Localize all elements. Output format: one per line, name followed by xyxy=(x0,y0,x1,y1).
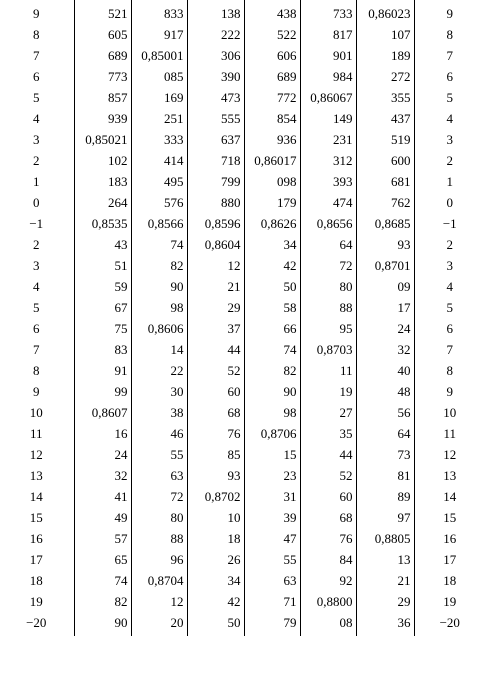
value-cell: 762 xyxy=(356,192,414,213)
row-key-cell-right: 3 xyxy=(414,129,486,150)
value-cell: 52 xyxy=(187,360,244,381)
value-cell: 31 xyxy=(244,486,300,507)
table-row xyxy=(0,171,486,192)
row-key-cell-right: 18 xyxy=(414,570,486,591)
value-cell: 41 xyxy=(74,486,131,507)
value-cell: 85 xyxy=(187,444,244,465)
value-cell: 74 xyxy=(74,570,131,591)
value-cell: 51 xyxy=(74,255,131,276)
row-key-cell: 11 xyxy=(29,426,43,441)
value-cell: 0,8596 xyxy=(187,213,244,234)
table-row xyxy=(0,192,486,213)
value-cell: 13 xyxy=(356,549,414,570)
value-cell: 880 xyxy=(187,192,244,213)
value-cell: 76 xyxy=(187,423,244,444)
row-key-cell: −20 xyxy=(26,615,47,630)
value-cell: 312 xyxy=(300,150,356,171)
value-cell: 0,8607 xyxy=(74,402,131,423)
value-cell: 96 xyxy=(131,549,187,570)
value-cell: 15 xyxy=(244,444,300,465)
row-key-cell-right: 9 xyxy=(414,0,486,24)
value-cell: 14 xyxy=(131,339,187,360)
row-key-cell: 10 xyxy=(29,405,43,420)
row-key-cell-right: 2 xyxy=(414,150,486,171)
row-key-cell-right: −1 xyxy=(414,213,486,234)
value-cell: 48 xyxy=(356,381,414,402)
value-cell: 68 xyxy=(300,507,356,528)
value-cell: 0,8566 xyxy=(131,213,187,234)
value-cell: 0,8604 xyxy=(187,234,244,255)
table-row xyxy=(0,402,486,423)
value-cell: 24 xyxy=(356,318,414,339)
value-cell: 0,8800 xyxy=(300,591,356,612)
row-key-cell: 3 xyxy=(33,132,40,147)
value-cell: 66 xyxy=(244,318,300,339)
row-key-cell: 7 xyxy=(33,48,40,63)
value-cell: 390 xyxy=(187,66,244,87)
value-cell: 0,8656 xyxy=(300,213,356,234)
row-key-cell-right: 19 xyxy=(414,591,486,612)
row-key-cell-right: 12 xyxy=(414,444,486,465)
value-cell: 20 xyxy=(131,612,187,636)
table-row xyxy=(0,45,486,66)
value-cell: 50 xyxy=(187,612,244,636)
value-cell: 60 xyxy=(300,486,356,507)
value-cell: 40 xyxy=(356,360,414,381)
value-cell: 689 xyxy=(244,66,300,87)
table-row xyxy=(0,444,486,465)
value-cell: 90 xyxy=(131,276,187,297)
value-cell: 18 xyxy=(187,528,244,549)
value-cell: 857 xyxy=(74,87,131,108)
table-row xyxy=(0,339,486,360)
value-cell: 23 xyxy=(244,465,300,486)
value-cell: 17 xyxy=(356,297,414,318)
value-cell: 55 xyxy=(244,549,300,570)
value-cell: 0,8606 xyxy=(131,318,187,339)
value-cell: 56 xyxy=(356,402,414,423)
value-cell: 71 xyxy=(244,591,300,612)
table-row xyxy=(0,234,486,255)
value-cell: 72 xyxy=(300,255,356,276)
value-cell: 231 xyxy=(300,129,356,150)
value-cell: 098 xyxy=(244,171,300,192)
value-cell: 0,8701 xyxy=(356,255,414,276)
value-cell: 555 xyxy=(187,108,244,129)
value-cell: 393 xyxy=(300,171,356,192)
value-cell: 21 xyxy=(187,276,244,297)
value-cell: 0,86017 xyxy=(244,150,300,171)
value-cell: 799 xyxy=(187,171,244,192)
value-cell: 98 xyxy=(131,297,187,318)
row-key-cell-right: 6 xyxy=(414,66,486,87)
value-cell: 414 xyxy=(131,150,187,171)
row-key-cell-right: 5 xyxy=(414,297,486,318)
value-cell: 08 xyxy=(300,612,356,636)
value-cell: 43 xyxy=(74,234,131,255)
row-key-cell: 8 xyxy=(33,27,40,42)
value-cell: 46 xyxy=(131,423,187,444)
row-key-cell-right: 7 xyxy=(414,45,486,66)
value-cell: 27 xyxy=(300,402,356,423)
value-cell: 74 xyxy=(244,339,300,360)
value-cell: 99 xyxy=(74,381,131,402)
value-cell: 19 xyxy=(300,381,356,402)
row-key-cell-right: 7 xyxy=(414,339,486,360)
value-cell: 519 xyxy=(356,129,414,150)
row-key-cell-right: 1 xyxy=(414,171,486,192)
value-cell: 355 xyxy=(356,87,414,108)
value-cell: 939 xyxy=(74,108,131,129)
row-key-cell-right: 0 xyxy=(414,192,486,213)
value-cell: 0,86023 xyxy=(356,0,414,24)
table-row xyxy=(0,360,486,381)
value-cell: 936 xyxy=(244,129,300,150)
value-cell: 50 xyxy=(244,276,300,297)
row-key-cell-right: 9 xyxy=(414,381,486,402)
value-cell: 102 xyxy=(74,150,131,171)
table-row xyxy=(0,423,486,444)
value-cell: 473 xyxy=(187,87,244,108)
value-cell: 47 xyxy=(244,528,300,549)
row-key-cell-right: 14 xyxy=(414,486,486,507)
value-cell: 89 xyxy=(356,486,414,507)
row-key-cell-right: 10 xyxy=(414,402,486,423)
value-cell: 74 xyxy=(131,234,187,255)
value-cell: 44 xyxy=(187,339,244,360)
value-cell: 30 xyxy=(131,381,187,402)
value-cell: 29 xyxy=(356,591,414,612)
value-cell: 73 xyxy=(356,444,414,465)
value-cell: 917 xyxy=(131,24,187,45)
row-key-cell: 8 xyxy=(33,363,40,378)
value-cell: 88 xyxy=(300,297,356,318)
value-cell: 82 xyxy=(131,255,187,276)
value-cell: 83 xyxy=(74,339,131,360)
row-key-cell-right: 8 xyxy=(414,24,486,45)
value-cell: 576 xyxy=(131,192,187,213)
value-cell: 09 xyxy=(356,276,414,297)
value-cell: 984 xyxy=(300,66,356,87)
row-key-cell: 5 xyxy=(33,90,40,105)
value-cell: 606 xyxy=(244,45,300,66)
row-key-cell: 3 xyxy=(33,258,40,273)
row-key-cell: −1 xyxy=(29,216,44,231)
value-cell: 97 xyxy=(356,507,414,528)
value-cell: 57 xyxy=(74,528,131,549)
value-cell: 34 xyxy=(187,570,244,591)
row-key-cell: 14 xyxy=(29,489,43,504)
row-key-cell: 13 xyxy=(29,468,43,483)
value-cell: 64 xyxy=(356,423,414,444)
row-key-cell: 6 xyxy=(33,69,40,84)
value-cell: 0,86067 xyxy=(300,87,356,108)
value-cell: 52 xyxy=(300,465,356,486)
value-cell: 0,8702 xyxy=(187,486,244,507)
value-cell: 12 xyxy=(131,591,187,612)
value-cell: 64 xyxy=(300,234,356,255)
value-cell: 600 xyxy=(356,150,414,171)
value-cell: 49 xyxy=(74,507,131,528)
row-key-cell-right: 8 xyxy=(414,360,486,381)
row-key-cell: 4 xyxy=(33,111,40,126)
value-cell: 29 xyxy=(187,297,244,318)
value-cell: 36 xyxy=(356,612,414,636)
row-key-cell: 2 xyxy=(33,237,40,252)
value-cell: 689 xyxy=(74,45,131,66)
value-cell: 901 xyxy=(300,45,356,66)
row-key-cell: 1 xyxy=(33,174,40,189)
table-row xyxy=(0,0,486,24)
value-cell: 474 xyxy=(300,192,356,213)
value-cell: 085 xyxy=(131,66,187,87)
value-cell: 44 xyxy=(300,444,356,465)
value-cell: 32 xyxy=(356,339,414,360)
table-row xyxy=(0,381,486,402)
row-key-cell-right: 6 xyxy=(414,318,486,339)
table-row xyxy=(0,24,486,45)
table-row xyxy=(0,108,486,129)
value-cell: 264 xyxy=(74,192,131,213)
value-cell: 306 xyxy=(187,45,244,66)
value-cell: 718 xyxy=(187,150,244,171)
value-cell: 637 xyxy=(187,129,244,150)
value-cell: 854 xyxy=(244,108,300,129)
value-cell: 35 xyxy=(300,423,356,444)
value-cell: 22 xyxy=(131,360,187,381)
value-cell: 0,85001 xyxy=(131,45,187,66)
value-cell: 55 xyxy=(131,444,187,465)
value-cell: 495 xyxy=(131,171,187,192)
value-cell: 0,85021 xyxy=(74,129,131,150)
value-cell: 75 xyxy=(74,318,131,339)
value-cell: 93 xyxy=(187,465,244,486)
row-key-cell: 19 xyxy=(29,594,43,609)
value-cell: 93 xyxy=(356,234,414,255)
table-row xyxy=(0,549,486,570)
table-row xyxy=(0,276,486,297)
value-cell: 222 xyxy=(187,24,244,45)
value-cell: 521 xyxy=(74,0,131,24)
value-cell: 0,8685 xyxy=(356,213,414,234)
value-cell: 26 xyxy=(187,549,244,570)
value-cell: 179 xyxy=(244,192,300,213)
value-cell: 333 xyxy=(131,129,187,150)
value-cell: 21 xyxy=(356,570,414,591)
row-key-cell: 9 xyxy=(33,384,40,399)
row-key-cell: 0 xyxy=(33,195,40,210)
row-key-cell: 2 xyxy=(33,153,40,168)
table-row xyxy=(0,129,486,150)
row-key-cell-right: 5 xyxy=(414,87,486,108)
value-cell: 107 xyxy=(356,24,414,45)
row-key-cell-right: 17 xyxy=(414,549,486,570)
value-cell: 84 xyxy=(300,549,356,570)
value-cell: 59 xyxy=(74,276,131,297)
value-cell: 0,8703 xyxy=(300,339,356,360)
value-cell: 76 xyxy=(300,528,356,549)
table-row xyxy=(0,591,486,612)
row-key-cell-right: 4 xyxy=(414,108,486,129)
value-cell: 189 xyxy=(356,45,414,66)
value-cell: 0,8805 xyxy=(356,528,414,549)
value-cell: 0,8626 xyxy=(244,213,300,234)
value-cell: 833 xyxy=(131,0,187,24)
value-cell: 88 xyxy=(131,528,187,549)
value-cell: 95 xyxy=(300,318,356,339)
value-cell: 733 xyxy=(300,0,356,24)
value-cell: 81 xyxy=(356,465,414,486)
value-cell: 91 xyxy=(74,360,131,381)
value-cell: 90 xyxy=(244,381,300,402)
row-key-cell: 18 xyxy=(29,573,43,588)
table-row xyxy=(0,507,486,528)
table-row xyxy=(0,612,486,636)
row-key-cell: 12 xyxy=(29,447,43,462)
value-cell: 522 xyxy=(244,24,300,45)
value-cell: 0,8706 xyxy=(244,423,300,444)
row-key-cell: 5 xyxy=(33,300,40,315)
row-key-cell-right: −20 xyxy=(414,612,486,636)
row-key-cell: 6 xyxy=(33,321,40,336)
value-cell: 42 xyxy=(244,255,300,276)
value-cell: 82 xyxy=(244,360,300,381)
value-cell: 272 xyxy=(356,66,414,87)
table-row xyxy=(0,486,486,507)
table-row xyxy=(0,570,486,591)
value-cell: 98 xyxy=(244,402,300,423)
row-key-cell-right: 13 xyxy=(414,465,486,486)
table-row xyxy=(0,87,486,108)
value-cell: 58 xyxy=(244,297,300,318)
value-cell: 605 xyxy=(74,24,131,45)
row-key-cell: 7 xyxy=(33,342,40,357)
value-cell: 39 xyxy=(244,507,300,528)
row-key-cell-right: 16 xyxy=(414,528,486,549)
value-cell: 72 xyxy=(131,486,187,507)
value-cell: 11 xyxy=(300,360,356,381)
value-cell: 34 xyxy=(244,234,300,255)
value-cell: 24 xyxy=(74,444,131,465)
value-cell: 12 xyxy=(187,255,244,276)
table-row xyxy=(0,213,486,234)
value-cell: 0,8535 xyxy=(74,213,131,234)
value-cell: 817 xyxy=(300,24,356,45)
row-key-cell-right: 3 xyxy=(414,255,486,276)
row-key-cell: 9 xyxy=(33,6,40,21)
value-cell: 183 xyxy=(74,171,131,192)
value-cell: 438 xyxy=(244,0,300,24)
value-cell: 10 xyxy=(187,507,244,528)
value-cell: 149 xyxy=(300,108,356,129)
value-cell: 169 xyxy=(131,87,187,108)
value-cell: 0,8704 xyxy=(131,570,187,591)
value-cell: 251 xyxy=(131,108,187,129)
value-cell: 79 xyxy=(244,612,300,636)
value-cell: 65 xyxy=(74,549,131,570)
value-cell: 42 xyxy=(187,591,244,612)
value-cell: 773 xyxy=(74,66,131,87)
value-cell: 80 xyxy=(300,276,356,297)
value-cell: 80 xyxy=(131,507,187,528)
table-row xyxy=(0,297,486,318)
value-cell: 32 xyxy=(74,465,131,486)
value-cell: 138 xyxy=(187,0,244,24)
row-key-cell: 16 xyxy=(29,531,43,546)
table-row xyxy=(0,465,486,486)
value-cell: 63 xyxy=(244,570,300,591)
row-key-cell-right: 2 xyxy=(414,234,486,255)
value-cell: 82 xyxy=(74,591,131,612)
table-row xyxy=(0,528,486,549)
row-key-cell-right: 15 xyxy=(414,507,486,528)
value-cell: 67 xyxy=(74,297,131,318)
value-cell: 92 xyxy=(300,570,356,591)
value-cell: 37 xyxy=(187,318,244,339)
table-row xyxy=(0,66,486,87)
row-key-cell-right: 4 xyxy=(414,276,486,297)
table-row xyxy=(0,150,486,171)
row-key-cell: 15 xyxy=(29,510,43,525)
value-cell: 68 xyxy=(187,402,244,423)
row-key-cell-right: 11 xyxy=(414,423,486,444)
table-row xyxy=(0,255,486,276)
value-cell: 772 xyxy=(244,87,300,108)
table-row xyxy=(0,318,486,339)
value-cell: 437 xyxy=(356,108,414,129)
value-cell: 16 xyxy=(74,423,131,444)
value-cell: 90 xyxy=(74,612,131,636)
value-cell: 63 xyxy=(131,465,187,486)
row-key-cell: 4 xyxy=(33,279,40,294)
value-cell: 681 xyxy=(356,171,414,192)
value-cell: 38 xyxy=(131,402,187,423)
value-cell: 60 xyxy=(187,381,244,402)
row-key-cell: 17 xyxy=(29,552,43,567)
